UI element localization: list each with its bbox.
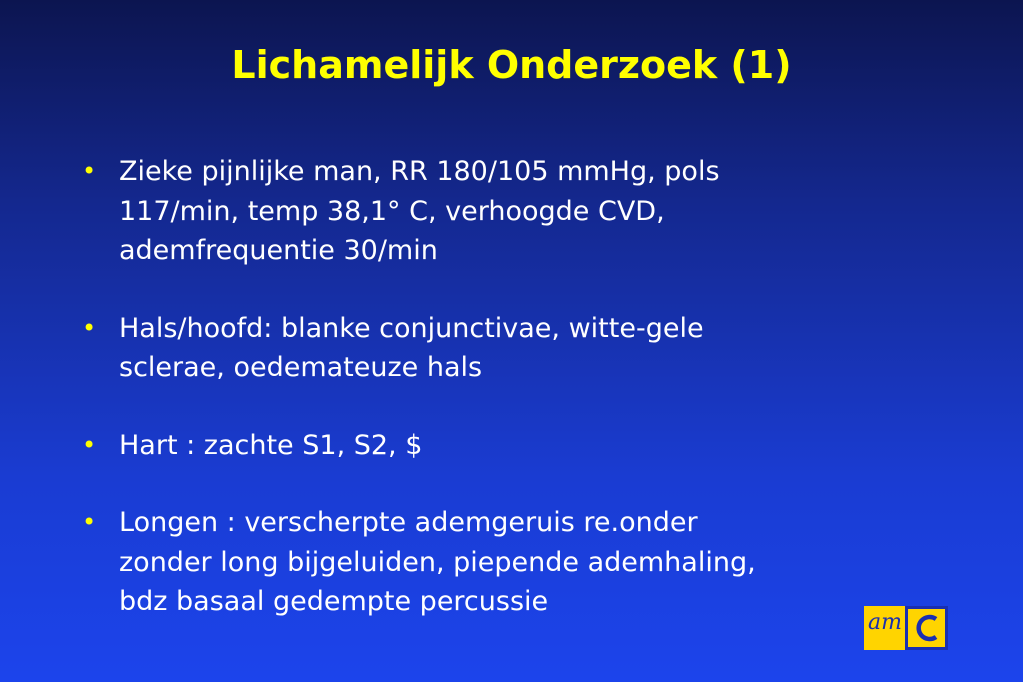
amc-logo [864, 606, 948, 650]
bullet-item [82, 309, 932, 388]
bullet-line: ademfrequentie 30/min [119, 235, 438, 266]
logo-text: am [868, 610, 902, 635]
bullet-dot-icon: • [82, 157, 97, 185]
slide-title: Lichamelijk Onderzoek (1) [231, 43, 792, 87]
bullet-line: Hart : zachte S1, S2, $ [119, 429, 423, 461]
bullet-line: zonder long bijgeluiden, piepende ademhaling, [119, 546, 756, 578]
bullet-item [82, 152, 932, 271]
bullet-line: Zieke pijnlijke man, RR 180/105 mmHg, pols [119, 156, 720, 187]
logo-arc-icon [905, 606, 948, 650]
bullet-line: Longen : verscherpte ademgeruis re.onder [119, 507, 698, 538]
bullet-line: Hals/hoofd: blanke conjunctivae, witte-gele [119, 312, 704, 344]
bullet-list [82, 152, 932, 660]
logo-yellow-block [864, 606, 905, 650]
bullet-dot-icon: • [82, 508, 97, 536]
bullet-line: 117/min, temp 38,1° C, verhoogde CVD, [119, 195, 665, 227]
bullet-dot-icon: • [82, 430, 97, 459]
bullet-item [82, 503, 932, 622]
bullet-item [82, 426, 932, 466]
bullet-dot-icon: • [82, 313, 97, 342]
bullet-line: bdz basaal gedempte percussie [119, 586, 549, 617]
bullet-line: sclerae, oedemateuze hals [119, 352, 483, 383]
